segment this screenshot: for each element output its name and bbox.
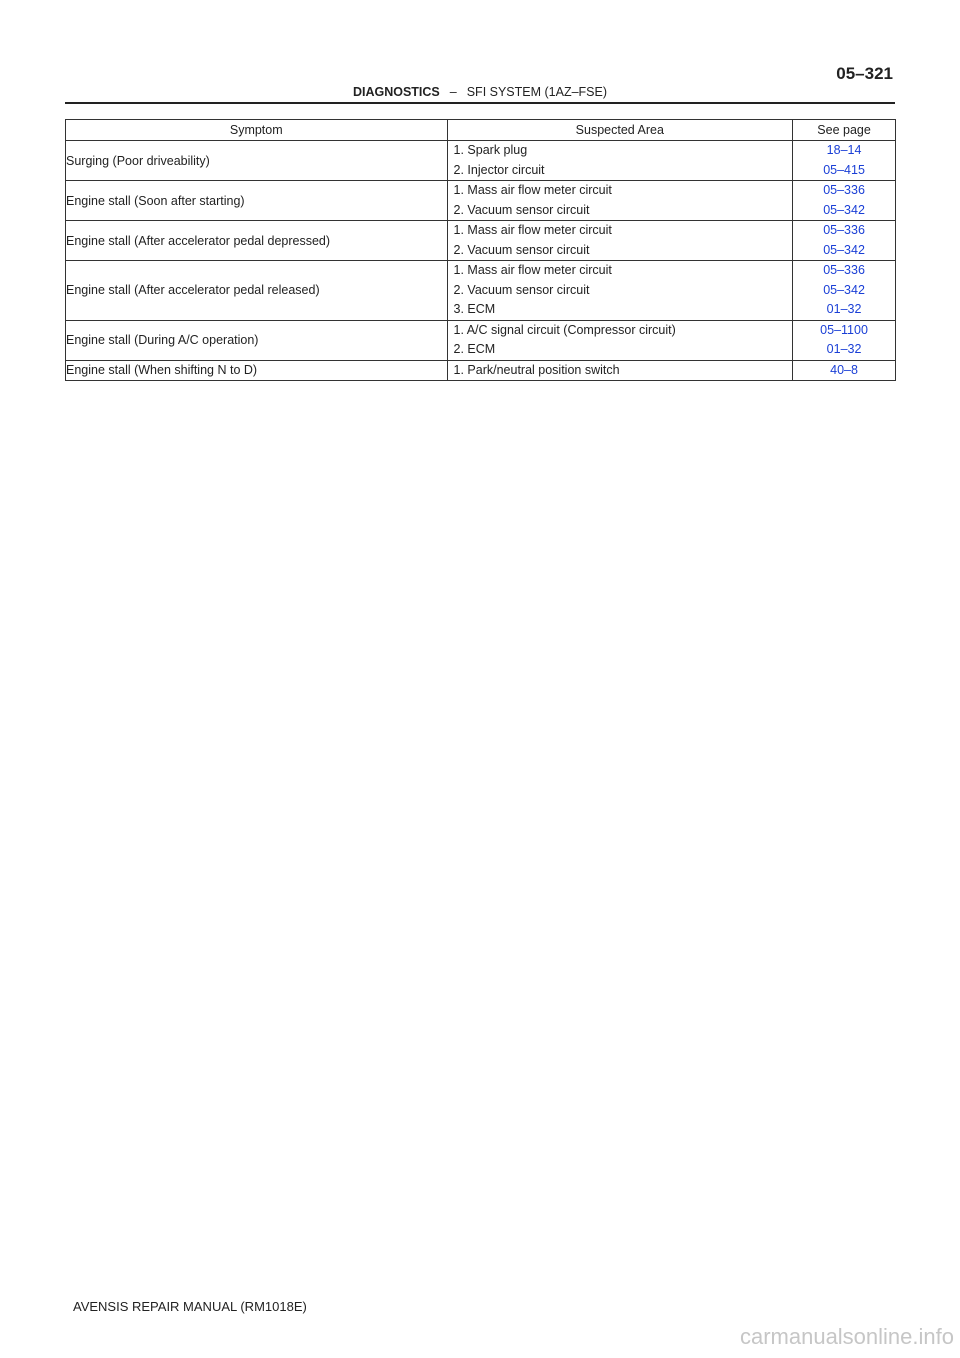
see-page-cell xyxy=(793,221,896,261)
see-page-cell xyxy=(793,181,896,221)
suspected-area-item: 2. Vacuum sensor circuit xyxy=(453,282,590,297)
suspected-area-cell xyxy=(447,360,793,381)
suspected-area-cell xyxy=(447,141,793,181)
page-reference-link[interactable]: 05–336 xyxy=(823,183,865,197)
suspected-area-item: 1. Park/neutral position switch xyxy=(453,362,620,377)
page-reference-link[interactable]: 05–1100 xyxy=(820,322,868,337)
page-reference-link[interactable]: 40–8 xyxy=(830,362,858,377)
symptom-cell: Engine stall (Soon after starting) xyxy=(66,181,448,221)
symptom-cell: Engine stall (During A/C operation) xyxy=(66,320,448,360)
suspected-area-cell xyxy=(447,261,793,321)
page-reference-link[interactable]: 05–415 xyxy=(823,162,865,177)
symptom-cell: Surging (Poor driveability) xyxy=(66,141,448,181)
see-page-cell xyxy=(793,141,896,181)
suspected-area-cell xyxy=(447,320,793,360)
column-header-symptom: Symptom xyxy=(66,120,448,141)
header-title xyxy=(65,85,895,99)
symptom-cell: Engine stall (After accelerator pedal depressed) xyxy=(66,221,448,261)
symptom-table xyxy=(65,119,896,381)
suspected-area-item: 2. Vacuum sensor circuit xyxy=(453,242,590,257)
page-reference-link[interactable]: 05–342 xyxy=(823,242,865,257)
suspected-area-item: 2. ECM xyxy=(453,342,496,356)
table-row xyxy=(66,141,896,181)
symptom-cell: Engine stall (After accelerator pedal released) xyxy=(66,261,448,321)
page-reference-link[interactable]: 01–32 xyxy=(826,342,862,356)
table-row xyxy=(66,360,896,381)
page-number: 05–321 xyxy=(836,64,893,83)
page-reference-link[interactable]: 05–342 xyxy=(823,282,865,297)
page-reference-link[interactable]: 05–336 xyxy=(823,223,865,237)
table-row xyxy=(66,221,896,261)
see-page-cell xyxy=(793,360,896,381)
section-subtitle: SFI SYSTEM (1AZ–FSE) xyxy=(466,85,608,99)
suspected-area-item: 1. Spark plug xyxy=(453,143,528,157)
suspected-area-item: 1. Mass air flow meter circuit xyxy=(453,263,612,277)
suspected-area-cell xyxy=(447,181,793,221)
page-reference-link[interactable]: 01–32 xyxy=(826,302,862,316)
watermark: carmanualsonline.info xyxy=(739,1324,954,1349)
table-row xyxy=(66,261,896,321)
column-header-see-page: See page xyxy=(793,120,896,141)
see-page-cell xyxy=(793,320,896,360)
table-row xyxy=(66,320,896,360)
see-page-cell xyxy=(793,261,896,321)
suspected-area-item: 1. A/C signal circuit (Compressor circuit) xyxy=(453,322,676,337)
suspected-area-cell xyxy=(447,221,793,261)
section-name: DIAGNOSTICS xyxy=(352,85,440,99)
page-reference-link[interactable]: 05–336 xyxy=(823,263,865,277)
suspected-area-item: 1. Mass air flow meter circuit xyxy=(453,183,612,197)
header-separator: – xyxy=(449,85,457,99)
table-row xyxy=(66,181,896,221)
column-header-suspected-area: Suspected Area xyxy=(447,120,793,141)
table-header-row xyxy=(66,120,896,141)
suspected-area-item: 1. Mass air flow meter circuit xyxy=(453,223,612,237)
symptom-cell: Engine stall (When shifting N to D) xyxy=(66,360,448,381)
suspected-area-item: 2. Vacuum sensor circuit xyxy=(453,202,590,217)
page-reference-link[interactable]: 18–14 xyxy=(826,143,862,157)
suspected-area-item: 2. Injector circuit xyxy=(453,162,545,177)
page-header xyxy=(65,60,895,104)
page-reference-link[interactable]: 05–342 xyxy=(823,202,865,217)
footer-manual-title: AVENSIS REPAIR MANUAL (RM1018E) xyxy=(73,1299,307,1314)
suspected-area-item: 3. ECM xyxy=(453,302,496,316)
